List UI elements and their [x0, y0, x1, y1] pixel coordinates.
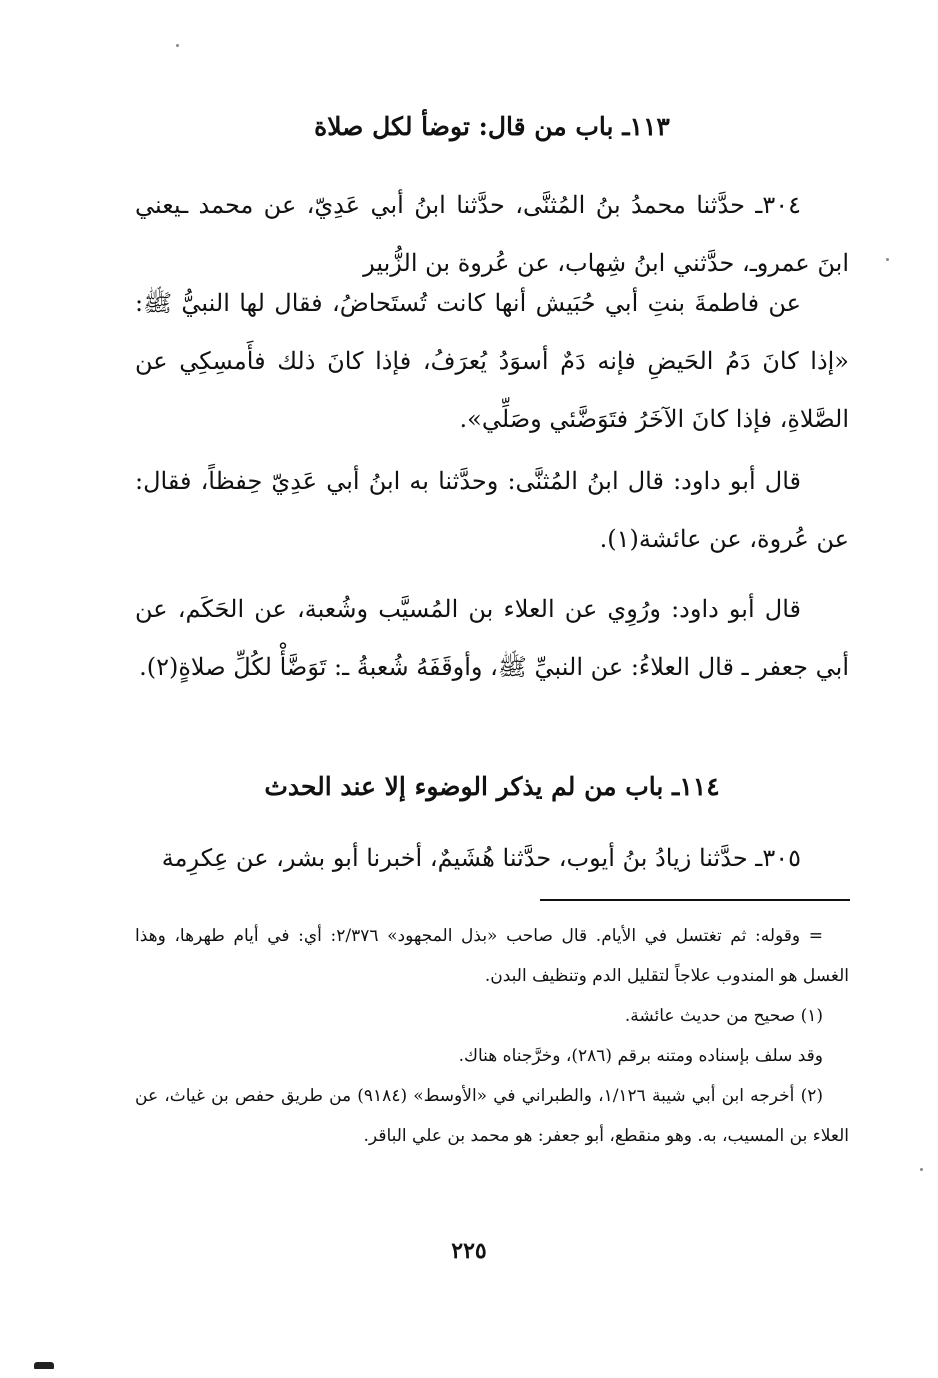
footnote-separator [540, 899, 850, 901]
chapter-113-title: ١١٣ـ باب من قال: توضأ لكل صلاة [314, 112, 670, 141]
hadith-304-matn: عن فاطمةَ بنتِ أبي حُبَيش أنها كانت تُستَحاضُ، فقال لها النبيُّ ﷺ: «إذا كانَ دَمُ الحَيضِ فإنه دَمٌ أسوَدُ يُعرَفُ، فإذا كانَ ذلك فأَمسِكِي عن الصَّلاةِ، فإذا كانَ الآخَرُ فتَوَضَّئي وصَلِّي». [135, 289, 849, 433]
footnotes [135, 916, 849, 1156]
footnote-1-a: (١) صحيح من حديث عائشة. [624, 1006, 823, 1026]
chapter-114-title: ١١٤ـ باب من لم يذكر الوضوء إلا عند الحدث [264, 772, 720, 801]
page-number: ٢٢٥ [451, 1238, 487, 1264]
scan-dot [920, 1168, 923, 1171]
scan-dot [176, 44, 179, 47]
footnote-2: (٢) أخرجه ابن أبي شيبة ١/١٢٦، والطبراني في «الأوسط» (٩١٨٤) من طريق حفص بن غياث، عن العلاء بن المسيب، به. وهو منقطع، أبو جعفر: هو محمد بن علي الباقر. [135, 1086, 849, 1146]
footnote-1-b: وقد سلف بإسناده ومتنه برقم (٢٨٦)، وخرَّجناه هناك. [458, 1046, 823, 1066]
scan-dot [886, 258, 889, 261]
hadith-304-comment-1: قال أبو داود: قال ابنُ المُثنَّى: وحدَّثنا به ابنُ أبي عَدِيّ حِفظاً، فقال: عن عُروة، عن عائشة(١). [135, 467, 849, 553]
footnote-continued: = وقوله: ثم تغتسل في الأيام. قال صاحب «بذل المجهود» ٢/٣٧٦: أي: في أيام طهرها، وهذا الغسل هو المندوب علاجاً لتقليل الدم وتنظيف البدن. [135, 926, 849, 986]
hadith-304-comment-2: قال أبو داود: ورُوِي عن العلاء بن المُسيَّب وشُعبة، عن الحَكَم، عن أبي جعفر ـ قال العلاءُ: عن النبيِّ ﷺ، وأوقَفَهُ شُعبةُ ـ: تَوَضَّأْ لكُلِّ صلاةٍ(٢). [135, 595, 849, 681]
scan-artifact [34, 1362, 54, 1369]
hadith-305-isnad: ٣٠٥ـ حدَّثنا زيادُ بنُ أيوب، حدَّثنا هُشَيمٌ، أخبرنا أبو بشر، عن عِكرِمة [161, 844, 801, 872]
hadith-304-isnad: ٣٠٤ـ حدَّثنا محمدُ بنُ المُثنَّى، حدَّثنا ابنُ أبي عَدِيّ، عن محمد ـيعني ابنَ عمروـ، حدَّثني ابنُ شِهاب، عن عُروة بن الزُّبير [135, 191, 849, 277]
